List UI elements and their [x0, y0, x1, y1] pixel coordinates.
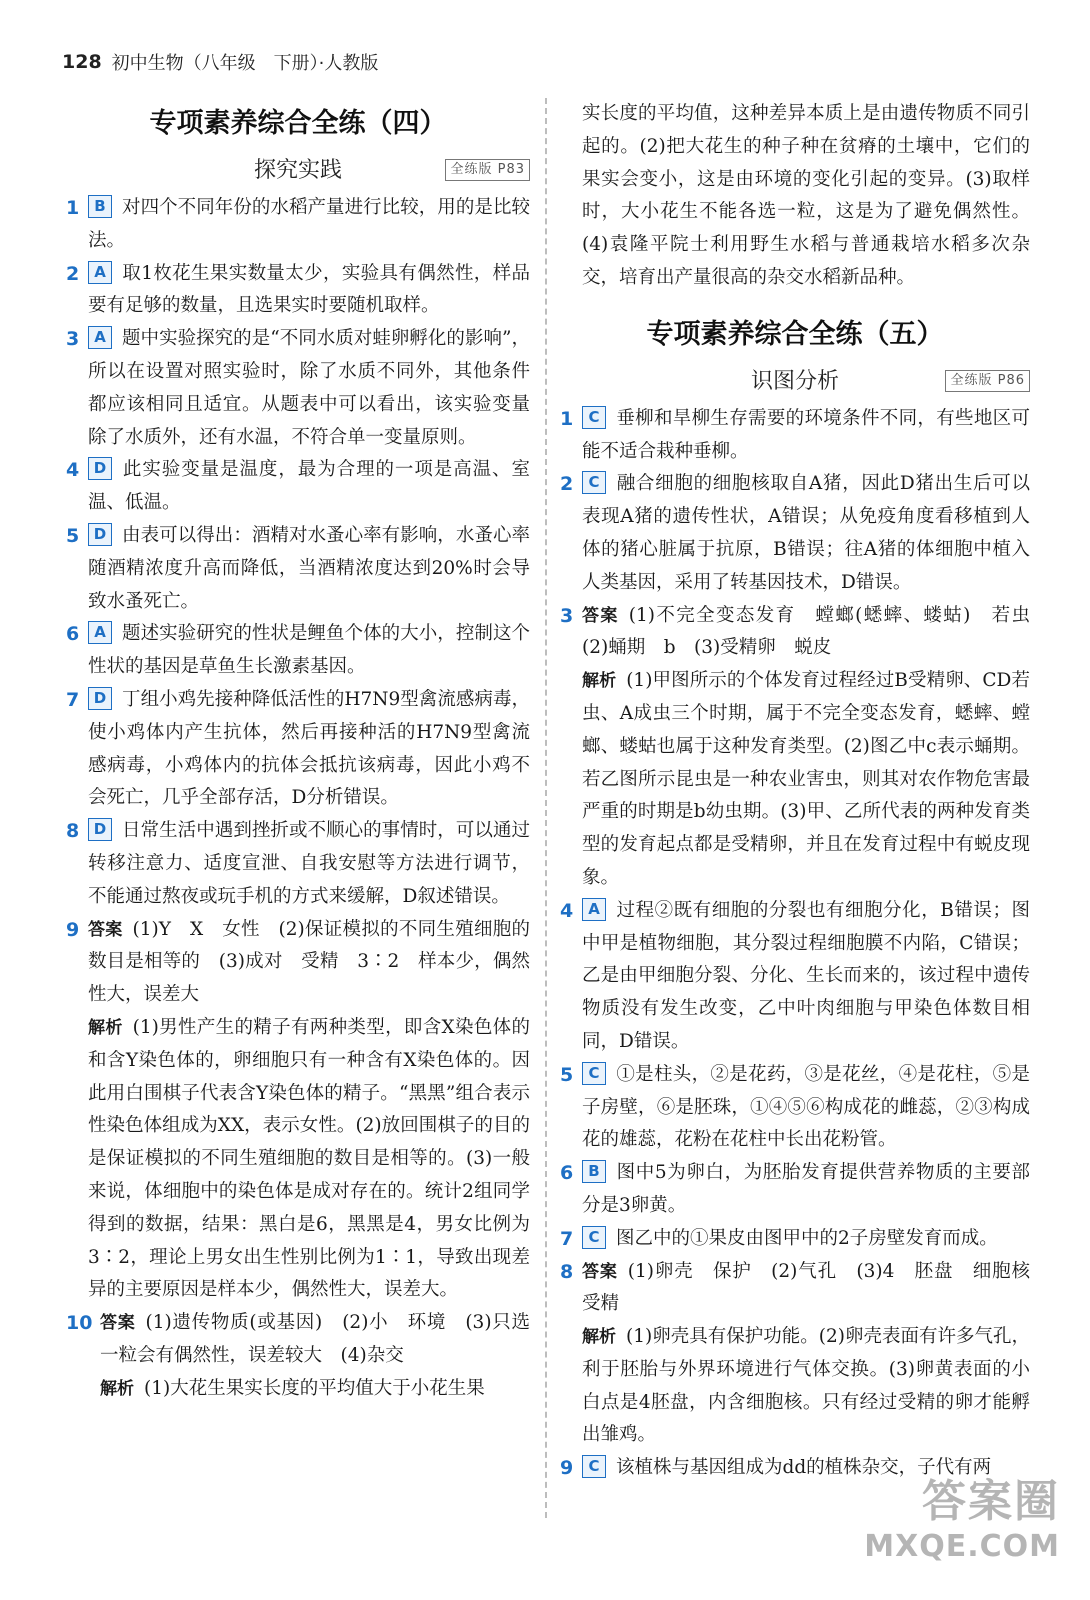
answer-tag: 答案 [88, 919, 123, 940]
answer-choice-box: D [88, 687, 112, 710]
answer-explanation: 题述实验研究的性状是鲤鱼个体的大小，控制这个性状的基因是草鱼生长激素基因。 [88, 623, 530, 678]
left-column [66, 98, 530, 1405]
question-item [66, 520, 530, 618]
answer-choice-box: A [88, 621, 112, 644]
watermark-logo-text: 答案圈 [922, 1476, 1060, 1527]
explanation-text [560, 1321, 1030, 1452]
answer-explanation: 过程②既有细胞的分裂也有细胞分化，B错误；图中甲是植物细胞，其分裂过程细胞膜不内陷，C错误；乙是由甲细胞分裂、分化、生长而来的，该过程中遗传物质没有发生改变，乙中叶肉细胞与甲染色体数目相同，D错误。 [582, 899, 1030, 1052]
answer-choice-box: D [88, 457, 112, 480]
explanation-text [66, 1012, 530, 1307]
answer-tag: 答案 [100, 1313, 136, 1334]
page-reference-badge: 全练版 P86 [945, 370, 1030, 392]
answer-text [88, 192, 530, 258]
section-subtitle-text: 识图分析 [750, 368, 839, 394]
answer-explanation: 图乙中的①果皮由图甲中的2子房壁发育而成。 [616, 1227, 998, 1249]
answer-content: (1)Y X 女性 (2)保证模拟的不同生殖细胞的数目是相等的 (3)成对 受精 3∶2 样本少，偶然性大，误差大 [88, 918, 531, 1006]
question-number: 8 [66, 820, 80, 843]
answer-choice-box: C [582, 1226, 606, 1249]
answer-list [560, 895, 1030, 1256]
answer-explanation: 日常生活中遇到挫折或不顺心的事情时，可以通过转移注意力、适度宣泄、自我安慰等方法进行调节，不能通过熬夜或玩手机的方式来缓解，D叙述错误。 [88, 820, 530, 907]
answer-explanation: 融合细胞的细胞核取自A猪，因此D猪出生后可以表现A猪的遗传性状，A错误；从免疫角度看移植到人体的猪心脏属于抗原，B错误；往A猪的体细胞中植入人类基因，采用了转基因技术，D错误。 [582, 473, 1030, 593]
answer-list [560, 403, 1030, 600]
question-item [66, 618, 530, 684]
answer-text [88, 258, 530, 324]
answer-choice-box: A [88, 326, 112, 349]
question-number: 7 [560, 1227, 574, 1250]
question-number: 6 [560, 1162, 574, 1185]
question-item [560, 1157, 1030, 1223]
question-item [66, 258, 530, 324]
watermark-url: MXQE.COM [864, 1529, 1060, 1564]
answer-choice-box: A [88, 261, 112, 284]
book-title: 初中生物（八年级 下册）·人教版 [111, 53, 379, 74]
answer-choice-box: C [582, 1062, 606, 1085]
answer-choice-box: C [582, 471, 606, 494]
explanation-tag: 解析 [582, 671, 617, 692]
answer-choice-box: D [88, 818, 112, 841]
question-number: 5 [560, 1063, 574, 1086]
question-item [560, 1256, 1049, 1322]
answer-explanation: 图中5为卵白，为胚胎发育提供营养物质的主要部分是3卵黄。 [582, 1162, 1030, 1216]
explanation-content: (1)卵壳具有保护功能。(2)卵壳表面有许多气孔，利于胚胎与外界环境进行气体交换。(3)卵黄表面的小白点是4胚盘，内含细胞核。只有经过受精的卵才能孵出雏鸡。 [582, 1326, 1030, 1446]
question-item [560, 403, 1030, 469]
answer-choice-box: D [88, 523, 112, 546]
question-item [66, 323, 530, 454]
right-column [560, 98, 1049, 1485]
answer-text [582, 468, 1030, 599]
answer-choice-box: B [88, 195, 112, 218]
question-item [560, 895, 1030, 1059]
explanation-tag: 解析 [582, 1327, 617, 1348]
question-item [66, 1307, 530, 1373]
answer-text [582, 1223, 1030, 1256]
explanation-tag: 解析 [88, 1017, 123, 1038]
section-subtitle-text: 探究实践 [253, 158, 342, 183]
answer-content: (1)遗传物质(或基因) (2)小 环境 (3)只选一粒会有偶然性，误差较大 (4)杂交 [100, 1312, 531, 1366]
question-number: 3 [560, 604, 574, 627]
page-reference-badge: 全练版 P83 [445, 159, 530, 181]
continued-explanation: 实长度的平均值，这种差异本质上是由遗传物质不同引起的。(2)把大花生的种子种在贫瘠的土壤中，它们的果实会变小，这是由环境的变化引起的变异。(3)取样时，大小花生不能各选一粒，这是为了避免偶然性。(4)袁隆平院士利用野生水稻与普通栽培水稻多次杂交，培育出产量很高的杂交水稻新品种。 [582, 103, 1030, 288]
answer-explanation: 对四个不同年份的水稻产量进行比较，用的是比较法。 [88, 197, 530, 251]
question-number: 5 [66, 524, 80, 547]
explanation-content: (1)甲图所示的个体发育过程经过B受精卵、CD若虫、A成虫三个时期，属于不完全变态发育，蟋蟀、螳螂、蝼蛄也属于这种发育类型。(2)图乙中c表示蛹期。若乙图所示昆虫是一种农业害虫，则其对农作物危害最严重的时期是b幼虫期。(3)甲、乙所代表的两种发育类型的发育起点都是受精卵，并且在发育过程中有蜕皮现象。 [582, 670, 1030, 888]
question-item [66, 192, 530, 258]
explanation-text [560, 665, 1030, 895]
explanation-content: (1)男性产生的精子有两种类型，即含X染色体的和含Y染色体的，卵细胞只有一种含有X染色体的。因此用白围棋子代表含Y染色体的精子。“黑黑”组合表示性染色体组成为XX，表示女性。(2)放回围棋子的目的是保证模拟的不同生殖细胞的数目是相等的。(3)一般来说，体细胞中的染色体是成对存在的。统计2组同学得到的数据，结果：黑白是6，黑黑是4，男女比例为3∶2，理论上男女出生性别比例为1∶1，导致出现差异的主要原因是样本少，偶然性大，误差大。 [88, 1016, 530, 1301]
question-number: 4 [560, 899, 574, 922]
question-item [66, 454, 530, 520]
answer-tag: 答案 [582, 1261, 618, 1282]
answer-text [88, 520, 530, 618]
answer-text [582, 895, 1030, 1059]
answer-text [88, 618, 530, 684]
answer-explanation: 该植株与基因组成为dd的植株杂交，子代有两 [616, 1457, 992, 1479]
section-title-4: 专项素养综合全练（四） [149, 108, 447, 139]
answer-choice-box: A [582, 898, 606, 921]
answer-content: (1)不完全变态发育 螳螂(蟋蟀、蝼蛄) 若虫 (2)蛹期 b (3)受精卵 蜕皮 [582, 604, 1049, 659]
answer-explanation: 取1枚花生果实数量太少，实验具有偶然性，样品要有足够的数量，且选果实时要随机取样。 [88, 262, 530, 317]
column-divider [545, 98, 547, 1518]
question-number: 4 [66, 459, 80, 482]
page-number: 128 [62, 51, 102, 73]
answer-text [88, 323, 530, 454]
answer-text [100, 1307, 530, 1373]
answer-text [582, 1256, 1049, 1322]
answer-explanation: 此实验变量是温度，最为合理的一项是高温、室温、低温。 [88, 459, 530, 514]
explanation-content: (1)大花生果实长度的平均值大于小花生果 [144, 1377, 485, 1399]
site-watermark [864, 1465, 1060, 1564]
question-number: 8 [560, 1260, 574, 1283]
answer-choice-box: C [582, 1455, 606, 1478]
answer-explanation: ①是柱头，②是花药，③是花丝，④是花柱，⑤是子房壁，⑥是胚珠，①④⑤⑥构成花的雌蕊，②③构成花的雄蕊，花粉在花柱中长出花粉管。 [582, 1063, 1030, 1151]
answer-choice-box: B [582, 1160, 606, 1183]
answer-list [66, 192, 530, 914]
question-item [66, 815, 530, 913]
question-number: 7 [66, 688, 80, 711]
question-number: 3 [66, 328, 80, 351]
answer-tag: 答案 [582, 605, 619, 626]
question-number: 6 [66, 623, 80, 646]
question-number: 2 [66, 262, 80, 285]
question-item [66, 684, 530, 815]
question-item [66, 914, 530, 1012]
question-number: 1 [66, 197, 80, 219]
question-item [560, 600, 1049, 666]
question-number: 9 [560, 1457, 574, 1480]
question-item [560, 1059, 1030, 1157]
explanation-text [66, 1373, 530, 1406]
answer-choice-box: C [582, 406, 606, 429]
answer-explanation: 由表可以得出：酒精对水蚤心率有影响，水蚤心率随酒精浓度升高而降低，当酒精浓度达到20%时会导致水蚤死亡。 [88, 524, 530, 612]
question-number: 9 [66, 918, 80, 941]
answer-text [582, 1157, 1030, 1223]
page-header [62, 44, 378, 80]
answer-text [88, 454, 530, 520]
section-title-5: 专项素养综合全练（五） [646, 318, 944, 350]
question-number: 10 [66, 1312, 93, 1335]
answer-explanation: 题中实验探究的是“不同水质对蛙卵孵化的影响”，所以在设置对照实验时，除了水质不同外，其他条件都应该相同且适宜。从题表中可以看出，该实验变量除了水质外，还有水温，不符合单一变量原则。 [88, 328, 530, 448]
answer-explanation: 丁组小鸡先接种降低活性的H7N9型禽流感病毒，使小鸡体内产生抗体，然后再接种活的H7N9型禽流感病毒，小鸡体内的抗体会抵抗该病毒，因此小鸡不会死亡，几乎全部存活，D分析错误。 [88, 688, 530, 809]
explanation-tag: 解析 [100, 1378, 134, 1399]
answer-content: (1)卵壳 保护 (2)气孔 (3)4 胚盘 细胞核 受精 [582, 1260, 1049, 1315]
answer-text [582, 403, 1030, 469]
question-number: 1 [560, 407, 574, 430]
answer-text [582, 600, 1049, 666]
answer-text [88, 815, 530, 913]
answer-text [88, 684, 530, 815]
section-subtitle-4 [66, 150, 530, 192]
answer-explanation: 垂柳和旱柳生存需要的环境条件不同，有些地区可能不适合栽种垂柳。 [582, 407, 1030, 462]
question-item [560, 1223, 1030, 1256]
answer-text [88, 914, 530, 1012]
question-item [560, 468, 1030, 599]
section-subtitle-5 [560, 361, 1030, 403]
question-number: 2 [560, 473, 574, 496]
answer-text [582, 1059, 1030, 1157]
